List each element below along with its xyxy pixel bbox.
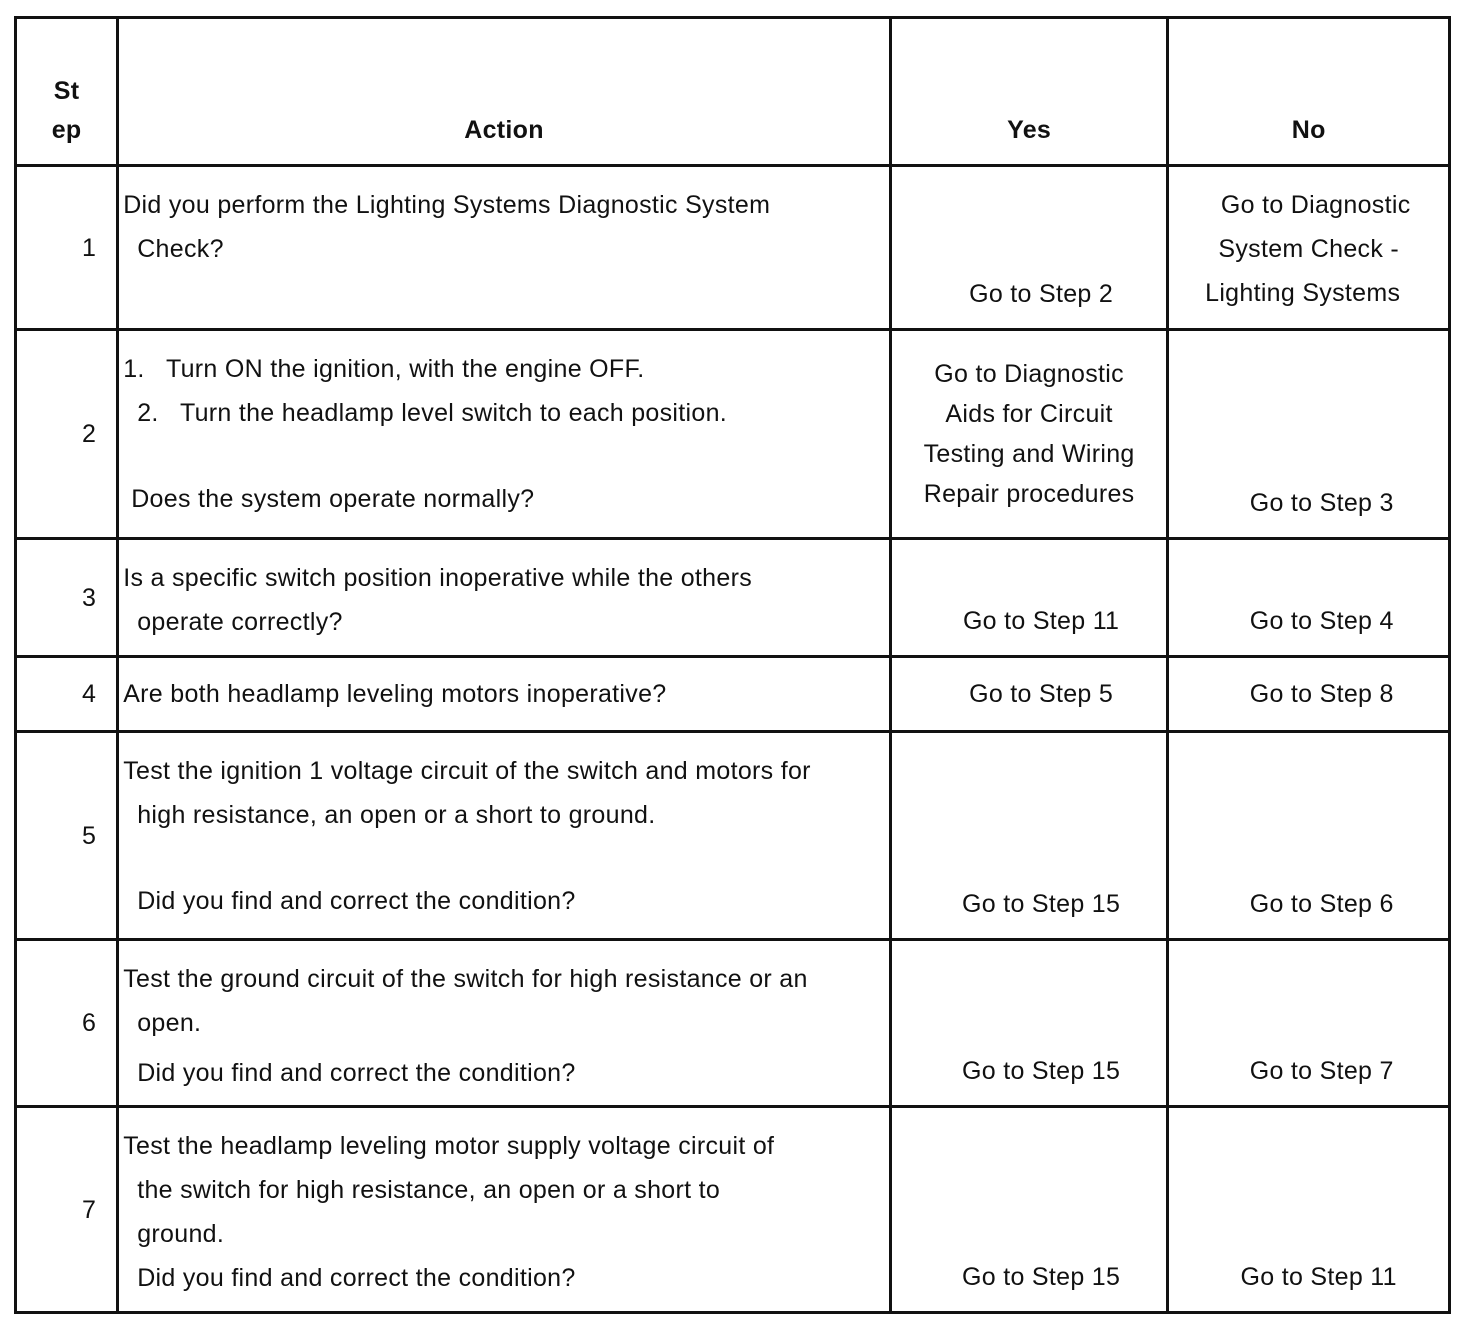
step-number: 1	[16, 166, 118, 330]
step-number: 5	[16, 732, 118, 940]
action-question: Does the system operate normally?	[131, 485, 535, 513]
yes-link-line[interactable]: Repair procedures	[923, 480, 1135, 508]
action-text: ground.	[137, 1220, 225, 1248]
action-cell	[118, 330, 891, 539]
yes-link[interactable]: Go to Step 15	[962, 1057, 1121, 1085]
no-cell	[1168, 166, 1450, 330]
table-row	[16, 166, 1450, 330]
table-row	[16, 657, 1450, 732]
step-header-line2: ep	[51, 116, 82, 144]
action-cell	[118, 940, 891, 1107]
no-cell	[1168, 330, 1450, 539]
action-question: Did you find and correct the condition?	[137, 1264, 576, 1292]
no-link[interactable]: Go to Step 3	[1249, 489, 1394, 517]
action-text: operate correctly?	[137, 608, 343, 636]
no-link[interactable]: Go to Step 4	[1249, 607, 1394, 635]
action-question: Did you find and correct the condition?	[137, 887, 576, 915]
action-text: Test the headlamp leveling motor supply voltage circuit of	[123, 1132, 775, 1160]
step-number: 4	[16, 657, 118, 732]
no-link-line[interactable]: System Check -	[1218, 235, 1400, 263]
action-text: Is a specific switch position inoperative while the others	[123, 564, 753, 592]
yes-link[interactable]: Go to Step 15	[962, 890, 1121, 918]
action-text: Did you perform the Lighting Systems Diagnostic System	[123, 191, 771, 219]
table-row	[16, 539, 1450, 657]
table-row	[16, 330, 1450, 539]
action-text: open.	[137, 1009, 202, 1037]
no-cell	[1168, 940, 1450, 1107]
yes-link-line[interactable]: Testing and Wiring	[923, 440, 1135, 468]
action-text: high resistance, an open or a short to ground.	[137, 801, 656, 829]
action-text: Check?	[137, 235, 224, 263]
step-column-header	[16, 18, 118, 166]
action-question: Did you find and correct the condition?	[137, 1059, 576, 1087]
no-link[interactable]: Go to Step 7	[1249, 1057, 1394, 1085]
step-number: 3	[16, 539, 118, 657]
action-cell	[118, 166, 891, 330]
action-text: Are both headlamp leveling motors inoperative?	[123, 680, 667, 708]
yes-link[interactable]: Go to Step 11	[962, 607, 1120, 635]
step-number: 6	[16, 940, 118, 1107]
yes-link[interactable]: Go to Step 2	[969, 280, 1114, 308]
no-link[interactable]: Go to Step 6	[1249, 890, 1394, 918]
action-text: Test the ignition 1 voltage circuit of the switch and motors for	[123, 757, 811, 785]
yes-cell	[890, 166, 1168, 330]
diagnostic-table	[14, 16, 1451, 1314]
action-text: 1. Turn ON the ignition, with the engine OFF.	[123, 355, 645, 383]
no-cell	[1168, 1107, 1450, 1313]
action-cell	[118, 1107, 891, 1313]
no-cell	[1168, 657, 1450, 732]
action-text: Test the ground circuit of the switch for high resistance or an	[123, 965, 808, 993]
yes-link[interactable]: Go to Step 5	[969, 680, 1114, 708]
step-number: 2	[16, 330, 118, 539]
yes-cell	[890, 732, 1168, 940]
action-cell	[118, 732, 891, 940]
no-link[interactable]: Go to Step 11	[1240, 1263, 1397, 1291]
table-row	[16, 1107, 1450, 1313]
header-row	[16, 18, 1450, 166]
no-column-header: No	[1168, 18, 1450, 166]
yes-link[interactable]: Go to Step 15	[962, 1263, 1121, 1291]
action-cell	[118, 539, 891, 657]
table-row	[16, 732, 1450, 940]
action-text: the switch for high resistance, an open or a short to	[137, 1176, 721, 1204]
yes-cell	[890, 1107, 1168, 1313]
step-header-line1: St	[53, 77, 80, 105]
yes-cell	[890, 940, 1168, 1107]
no-link-line[interactable]: Go to Diagnostic	[1220, 191, 1411, 219]
step-number: 7	[16, 1107, 118, 1313]
no-link[interactable]: Go to Step 8	[1249, 680, 1394, 708]
action-text: 2. Turn the headlamp level switch to each position.	[137, 399, 728, 427]
action-cell	[118, 657, 891, 732]
no-link-line[interactable]: Lighting Systems	[1205, 279, 1401, 307]
yes-cell	[890, 539, 1168, 657]
table-row	[16, 940, 1450, 1107]
no-cell	[1168, 732, 1450, 940]
yes-cell	[890, 330, 1168, 539]
yes-link-line[interactable]: Aids for Circuit	[945, 400, 1113, 428]
no-cell	[1168, 539, 1450, 657]
yes-column-header: Yes	[890, 18, 1168, 166]
action-column-header: Action	[118, 18, 891, 166]
yes-cell	[890, 657, 1168, 732]
yes-link-line[interactable]: Go to Diagnostic	[934, 360, 1124, 388]
